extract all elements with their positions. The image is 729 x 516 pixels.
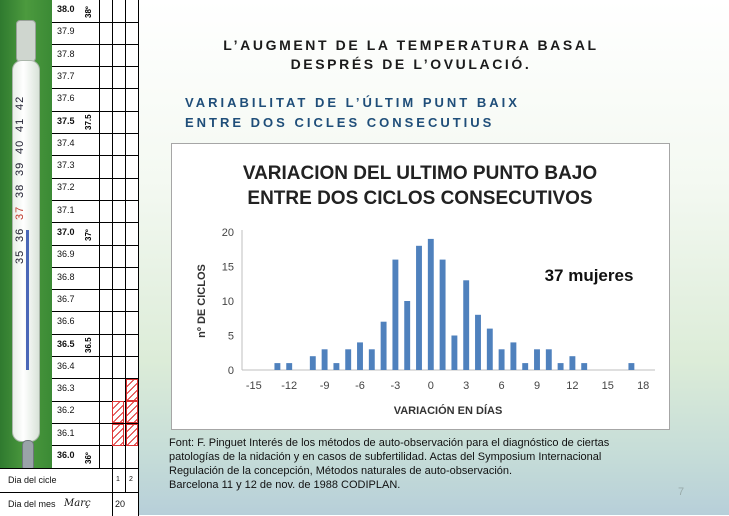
- temp-row-label: 37.0: [57, 227, 75, 237]
- chart-title-line2: ENTRE DOS CICLOS CONSECUTIVOS: [247, 188, 593, 209]
- chart-annotation: 37 mujeres: [544, 266, 634, 285]
- temp-row-label: 37.6: [57, 93, 75, 104]
- temp-row-label: 36.3: [57, 383, 75, 394]
- hatched-cell: [126, 401, 138, 423]
- chart-bar: [581, 363, 587, 370]
- sub-heading-line2: ENTRE DOS CICLES CONSECUTIUS: [185, 115, 495, 130]
- temp-row-label: 36.0: [57, 450, 75, 460]
- y-tick-label: 5: [227, 330, 234, 343]
- x-tick-label: 12: [566, 380, 579, 392]
- thermometer-photo: [0, 0, 52, 515]
- chart-bar: [487, 329, 493, 370]
- temp-row-label: 36.5: [57, 338, 75, 349]
- chart-bar: [333, 363, 339, 370]
- chart-bar: [392, 260, 398, 370]
- cycle-day-2: 2: [129, 476, 133, 483]
- chart-bar: [546, 349, 552, 370]
- source-line3: Regulación de la concepción, Métodos naturales de auto-observación.: [169, 465, 513, 477]
- bar-chart: [172, 144, 669, 429]
- x-tick-label: 9: [533, 380, 541, 392]
- grid-column-line: [99, 0, 100, 468]
- x-tick-label: 0: [427, 380, 434, 392]
- chart-bar: [628, 363, 634, 370]
- x-tick-label: -9: [319, 380, 330, 392]
- chart-bar: [286, 363, 292, 370]
- chart-bar: [569, 356, 575, 370]
- chart-bar: [510, 342, 516, 370]
- main-heading-line1: L’AUGMENT DE LA TEMPERATURA BASAL: [223, 37, 599, 53]
- chart-bar: [451, 336, 457, 371]
- temp-row-label: 37.4: [57, 137, 75, 148]
- chart-bar: [499, 349, 505, 370]
- temp-row-label: 36.9: [57, 249, 75, 260]
- chart-bar: [463, 280, 469, 370]
- x-tick-label: 15: [601, 380, 614, 392]
- x-axis-title: VARIACIÓN EN DÍAS: [393, 405, 503, 417]
- chart-bar: [558, 363, 564, 370]
- day-footer-grid: [0, 468, 139, 516]
- cycle-day-label: Dia del cicle: [8, 475, 57, 485]
- x-tick-label: -15: [245, 380, 262, 392]
- source-line1: Font: F. Pinguet Interés de los métodos de auto-observación para el diagnóstico de ciertas: [169, 437, 610, 449]
- temp-row-label: 38.0: [57, 4, 75, 14]
- main-heading: [186, 36, 636, 74]
- source-line2: patologías de la nidación y en casos de subfertilidad. Actas del Symposium Internacional: [169, 451, 602, 463]
- thermometer-cap: [16, 20, 36, 62]
- chart-bar: [534, 349, 540, 370]
- thermometer-scale-number: 38: [14, 183, 26, 198]
- temp-row-label: 37.5: [57, 115, 75, 126]
- hatched-cell: [112, 424, 124, 446]
- source-citation: [169, 436, 679, 492]
- cycle-day-1: 1: [116, 476, 120, 483]
- degree-label: 37º: [84, 229, 93, 241]
- degree-label: 37.5: [84, 113, 93, 130]
- chart-bar: [404, 301, 410, 370]
- thermometer-scale-number: 40: [14, 139, 26, 154]
- thermometer-scale-number: 42: [14, 95, 26, 110]
- y-axis-title: nº DE CICLOS: [196, 264, 208, 338]
- thermometer-scale-number: 37: [14, 205, 26, 220]
- page-number: 7: [678, 486, 685, 498]
- chart-bar: [522, 363, 528, 370]
- chart-bar: [440, 260, 446, 370]
- thermometer-mercury: [26, 230, 29, 370]
- hatched-cell: [112, 401, 124, 423]
- hatched-cell: [126, 424, 138, 446]
- x-tick-label: -6: [355, 380, 365, 392]
- chart-bar: [428, 239, 434, 370]
- thermometer-scale-number: 39: [14, 161, 26, 176]
- chart-bar: [322, 349, 328, 370]
- chart-title-line1: VARIACION DEL ULTIMO PUNTO BAJO: [242, 163, 598, 184]
- temp-row-label: 37.1: [57, 204, 75, 215]
- temp-row-label: 36.7: [57, 293, 75, 304]
- y-tick-label: 20: [221, 227, 234, 239]
- chart-bar: [475, 315, 481, 370]
- chart-bar: [357, 342, 363, 370]
- x-tick-label: -3: [390, 380, 401, 392]
- x-tick-label: -12: [281, 380, 298, 392]
- chart-panel: [171, 143, 670, 430]
- temp-row-label: 36.6: [57, 316, 75, 327]
- thermometer-scale-number: 35: [14, 249, 26, 264]
- chart-bar: [274, 363, 280, 370]
- y-tick-label: 10: [221, 296, 234, 308]
- grid-column-line: [112, 0, 113, 468]
- main-heading-line2: DESPRÉS DE L’OVULACIÓ.: [290, 56, 532, 72]
- x-tick-label: 6: [498, 380, 505, 392]
- x-tick-label: 18: [637, 380, 650, 392]
- y-tick-label: 0: [227, 365, 234, 377]
- y-tick-label: 15: [221, 261, 234, 274]
- temp-row-label: 37.7: [57, 70, 75, 81]
- temp-row-label: 36.1: [57, 427, 75, 438]
- temp-row-label: 36.4: [57, 360, 75, 371]
- x-tick-label: 3: [463, 380, 470, 392]
- temp-row-label: 36.8: [57, 271, 75, 282]
- chart-bar: [310, 356, 316, 370]
- temperature-grid: [52, 0, 139, 468]
- sub-heading: [185, 93, 520, 133]
- month-day-value: 20: [115, 499, 126, 509]
- month-day-label: Dia del mes: [8, 499, 56, 509]
- source-line4: Barcelona 11 y 12 de nov. de 1988 CODIPLAN.: [169, 479, 401, 491]
- temp-row-label: 37.8: [57, 48, 75, 59]
- thermometer-scale-number: 36: [14, 227, 26, 242]
- month-name: Març: [64, 498, 91, 509]
- temp-row-label: 36.2: [57, 405, 75, 416]
- temp-row-label: 37.2: [57, 182, 75, 193]
- hatched-cell: [126, 379, 138, 401]
- chart-bar: [381, 322, 387, 370]
- temp-row-label: 37.3: [57, 160, 75, 171]
- thermometer-scale-number: 41: [14, 117, 26, 132]
- temp-row-label: 37.9: [57, 26, 75, 37]
- chart-bar: [369, 349, 375, 370]
- sub-heading-line1: VARIABILITAT DE L’ÚLTIM PUNT BAIX: [185, 95, 520, 110]
- chart-bar: [345, 349, 351, 370]
- degree-label: 36º: [84, 452, 93, 464]
- chart-bar: [416, 246, 422, 370]
- degree-label: 36.5: [84, 336, 93, 353]
- degree-label: 38º: [84, 6, 93, 18]
